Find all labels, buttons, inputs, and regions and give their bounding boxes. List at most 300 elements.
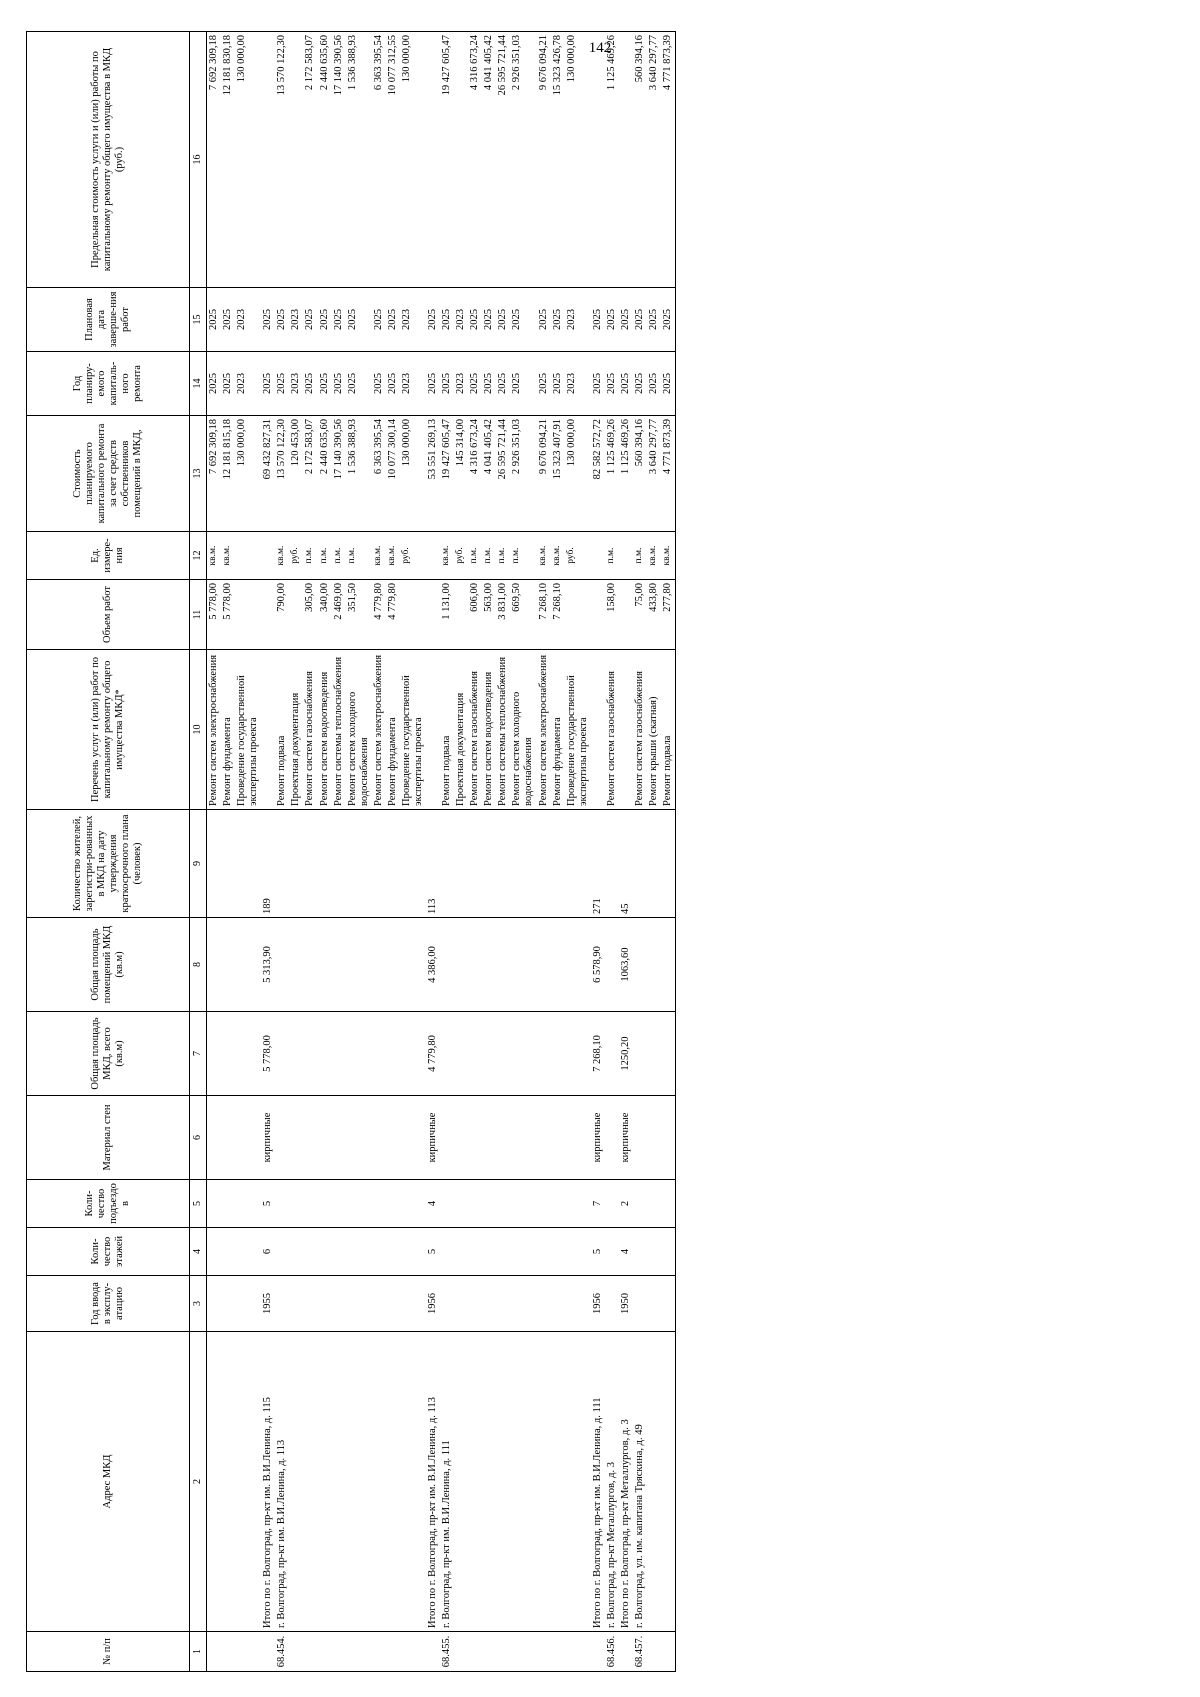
completion-year-cell: 2025 (386, 288, 400, 352)
wall-material-cell (551, 1096, 565, 1180)
work-volume-cell: 2 469,00 (332, 580, 346, 650)
work-type-cell: Ремонт подвала (661, 650, 676, 810)
unit-of-measure-cell: п.м. (605, 532, 619, 580)
work-type-cell: Проведение государственной экспертизы проекта (235, 650, 261, 810)
work-volume-cell: 7 268,10 (551, 580, 565, 650)
address-cell (454, 1332, 468, 1632)
row-number-cell (468, 1632, 482, 1672)
work-type-cell: Проведение государственной экспертизы проекта (400, 650, 426, 810)
work-volume-cell: 606,00 (468, 580, 482, 650)
work-volume-cell: 351,50 (346, 580, 372, 650)
premises-area-cell: 4 386,00 (426, 918, 440, 1012)
wall-material-cell (661, 1096, 676, 1180)
wall-material-cell (468, 1096, 482, 1180)
completion-year-cell: 2025 (207, 288, 222, 352)
work-type-cell: Ремонт систем газоснабжения (605, 650, 619, 810)
floors-count-cell (303, 1228, 317, 1276)
planned-year-cell: 2025 (619, 352, 633, 416)
planned-year-cell: 2025 (426, 352, 440, 416)
max-cost-cell: 12 181 830,18 (221, 32, 235, 288)
premises-area-cell (537, 918, 551, 1012)
table-row (633, 32, 647, 1672)
entrances-count-cell (318, 1180, 332, 1228)
residents-count-cell (303, 810, 317, 918)
completion-year-cell: 2023 (454, 288, 468, 352)
residents-count-cell (235, 810, 261, 918)
premises-area-cell (551, 918, 565, 1012)
residents-count-cell (332, 810, 346, 918)
work-type-cell: Ремонт систем газоснабжения (468, 650, 482, 810)
premises-area-cell (318, 918, 332, 1012)
table-row (386, 32, 400, 1672)
premises-area-cell (440, 918, 454, 1012)
work-type-cell: Ремонт систем водоотведения (318, 650, 332, 810)
table-row (221, 32, 235, 1672)
year-built-cell (551, 1276, 565, 1332)
wall-material-cell (510, 1096, 536, 1180)
row-number-cell (303, 1632, 317, 1672)
total-area-cell (551, 1012, 565, 1096)
planned-cost-cell: 53 551 269,13 (426, 416, 440, 532)
work-type-cell: Ремонт систем газоснабжения (303, 650, 317, 810)
work-volume-cell (619, 580, 633, 650)
year-built-cell (303, 1276, 317, 1332)
address-cell (400, 1332, 426, 1632)
residents-count-cell (605, 810, 619, 918)
address-cell (647, 1332, 661, 1632)
column-number: 5 (190, 1180, 207, 1228)
work-type-cell: Ремонт подвала (440, 650, 454, 810)
floors-count-cell (207, 1228, 222, 1276)
unit-of-measure-cell (426, 532, 440, 580)
column-header: Стоимость планируемого капитального ремонта за счет средств собственников помещений в МКД, (27, 416, 190, 532)
entrances-count-cell (633, 1180, 647, 1228)
address-cell (661, 1332, 676, 1632)
wall-material-cell: кирпичные (619, 1096, 633, 1180)
wall-material-cell: кирпичные (591, 1096, 605, 1180)
premises-area-cell (661, 918, 676, 1012)
column-number: 14 (190, 352, 207, 416)
completion-year-cell: 2025 (633, 288, 647, 352)
entrances-count-cell: 5 (261, 1180, 275, 1228)
total-area-cell (303, 1012, 317, 1096)
planned-cost-cell: 17 140 390,56 (332, 416, 346, 532)
column-header: Год ввода в эксплу-атацию (27, 1276, 190, 1332)
max-cost-cell: 13 570 122,30 (275, 32, 289, 288)
residents-count-cell (400, 810, 426, 918)
residents-count-cell (468, 810, 482, 918)
completion-year-cell: 2025 (275, 288, 289, 352)
max-cost-cell: 130 000,00 (235, 32, 261, 288)
floors-count-cell (551, 1228, 565, 1276)
premises-area-cell (372, 918, 386, 1012)
entrances-count-cell (372, 1180, 386, 1228)
row-number-cell (482, 1632, 496, 1672)
premises-area-cell (454, 918, 468, 1012)
residents-count-cell (633, 810, 647, 918)
completion-year-cell: 2025 (591, 288, 605, 352)
year-built-cell (332, 1276, 346, 1332)
planned-year-cell: 2025 (496, 352, 510, 416)
max-cost-cell: 9 676 094,21 (537, 32, 551, 288)
work-volume-cell (426, 580, 440, 650)
entrances-count-cell (605, 1180, 619, 1228)
planned-year-cell: 2023 (400, 352, 426, 416)
wall-material-cell (332, 1096, 346, 1180)
unit-of-measure-cell: руб. (289, 532, 303, 580)
wall-material-cell (289, 1096, 303, 1180)
table-row (318, 32, 332, 1672)
residents-count-cell (496, 810, 510, 918)
total-area-cell (386, 1012, 400, 1096)
floors-count-cell (496, 1228, 510, 1276)
row-number-cell (537, 1632, 551, 1672)
year-built-cell (289, 1276, 303, 1332)
planned-cost-cell: 4 041 405,42 (482, 416, 496, 532)
year-built-cell (468, 1276, 482, 1332)
wall-material-cell (454, 1096, 468, 1180)
max-cost-cell: 6 363 395,54 (372, 32, 386, 288)
completion-year-cell: 2025 (468, 288, 482, 352)
floors-count-cell (633, 1228, 647, 1276)
address-cell (332, 1332, 346, 1632)
unit-of-measure-cell: кв.м. (275, 532, 289, 580)
planned-year-cell: 2025 (318, 352, 332, 416)
column-header: Перечень услуг и (или) работ по капитальному ремонту общего имущества МКД* (27, 650, 190, 810)
year-built-cell (537, 1276, 551, 1332)
planned-cost-cell: 1 125 469,26 (619, 416, 633, 532)
residents-count-cell (454, 810, 468, 918)
address-cell (318, 1332, 332, 1632)
premises-area-cell: 5 313,90 (261, 918, 275, 1012)
column-header: Год планиру-емого капиталь-ного ремонта (27, 352, 190, 416)
residents-count-cell (510, 810, 536, 918)
column-header: Общая площадь помещений МКД (кв.м) (27, 918, 190, 1012)
planned-cost-cell: 69 432 827,31 (261, 416, 275, 532)
row-number-cell (332, 1632, 346, 1672)
table-row (468, 32, 482, 1672)
floors-count-cell: 5 (426, 1228, 440, 1276)
planned-cost-cell: 4 771 873,39 (661, 416, 676, 532)
completion-year-cell: 2025 (551, 288, 565, 352)
max-cost-cell: 4 771 873,39 (661, 32, 676, 288)
work-type-cell: Ремонт систем электроснабжения (207, 650, 222, 810)
total-area-cell (454, 1012, 468, 1096)
row-number-cell (591, 1632, 605, 1672)
table-row (440, 32, 454, 1672)
work-type-cell (619, 650, 633, 810)
premises-area-cell (386, 918, 400, 1012)
address-cell: Итого по г. Волгоград, пр-кт им. В.И.Ленина, д. 115 (261, 1332, 275, 1632)
floors-count-cell (537, 1228, 551, 1276)
unit-of-measure-cell: руб. (565, 532, 591, 580)
work-volume-cell: 75,00 (633, 580, 647, 650)
wall-material-cell: кирпичные (261, 1096, 275, 1180)
header-row (27, 32, 190, 1672)
year-built-cell: 1955 (261, 1276, 275, 1332)
floors-count-cell (510, 1228, 536, 1276)
work-volume-cell (591, 580, 605, 650)
planned-cost-cell: 6 363 395,54 (372, 416, 386, 532)
completion-year-cell: 2025 (303, 288, 317, 352)
planned-year-cell: 2025 (468, 352, 482, 416)
column-number: 9 (190, 810, 207, 918)
floors-count-cell (661, 1228, 676, 1276)
residents-count-cell (482, 810, 496, 918)
total-area-cell (332, 1012, 346, 1096)
row-number-cell (565, 1632, 591, 1672)
max-cost-cell: 4 041 405,42 (482, 32, 496, 288)
wall-material-cell (647, 1096, 661, 1180)
column-header: Плановая дата заверше-ния работ (27, 288, 190, 352)
planned-year-cell: 2025 (346, 352, 372, 416)
premises-area-cell (510, 918, 536, 1012)
planned-cost-cell: 19 427 605,47 (440, 416, 454, 532)
max-cost-cell: 4 316 673,24 (468, 32, 482, 288)
table-row (496, 32, 510, 1672)
row-number-cell (372, 1632, 386, 1672)
premises-area-cell (275, 918, 289, 1012)
premises-area-cell: 6 578,90 (591, 918, 605, 1012)
planned-cost-cell: 130 000,00 (400, 416, 426, 532)
work-volume-cell: 340,00 (318, 580, 332, 650)
planned-year-cell: 2025 (647, 352, 661, 416)
unit-of-measure-cell: кв.м. (207, 532, 222, 580)
work-volume-cell: 1 131,00 (440, 580, 454, 650)
entrances-count-cell: 7 (591, 1180, 605, 1228)
premises-area-cell (235, 918, 261, 1012)
work-type-cell: Ремонт систем водоотведения (482, 650, 496, 810)
planned-year-cell: 2025 (551, 352, 565, 416)
residents-count-cell: 271 (591, 810, 605, 918)
work-volume-cell: 669,50 (510, 580, 536, 650)
max-cost-cell: 1 125 469,26 (605, 32, 619, 288)
total-area-cell: 1250,20 (619, 1012, 633, 1096)
unit-of-measure-cell: кв.м. (372, 532, 386, 580)
table-row (454, 32, 468, 1672)
column-number: 7 (190, 1012, 207, 1096)
unit-of-measure-cell: руб. (400, 532, 426, 580)
unit-of-measure-cell: п.м. (482, 532, 496, 580)
total-area-cell (468, 1012, 482, 1096)
table-row (332, 32, 346, 1672)
column-number: 15 (190, 288, 207, 352)
work-volume-cell: 3 831,00 (496, 580, 510, 650)
row-number-cell (454, 1632, 468, 1672)
max-cost-cell: 1 536 388,93 (346, 32, 372, 288)
premises-area-cell (289, 918, 303, 1012)
max-cost-cell: 3 640 297,77 (647, 32, 661, 288)
year-built-cell (221, 1276, 235, 1332)
capital-repair-table (26, 31, 676, 1672)
column-number: 8 (190, 918, 207, 1012)
row-number-cell (426, 1632, 440, 1672)
max-cost-cell (454, 32, 468, 288)
planned-year-cell: 2025 (261, 352, 275, 416)
planned-cost-cell: 1 536 388,93 (346, 416, 372, 532)
floors-count-cell (221, 1228, 235, 1276)
work-type-cell: Ремонт крыши (скатная) (647, 650, 661, 810)
rotated-table-container (26, 32, 1166, 1672)
year-built-cell: 1956 (591, 1276, 605, 1332)
row-number-cell (207, 1632, 222, 1672)
unit-of-measure-cell: кв.м. (440, 532, 454, 580)
column-number: 11 (190, 580, 207, 650)
row-number-cell: 68.454. (275, 1632, 289, 1672)
planned-year-cell: 2025 (633, 352, 647, 416)
planned-year-cell: 2025 (440, 352, 454, 416)
residents-count-cell: 113 (426, 810, 440, 918)
residents-count-cell: 189 (261, 810, 275, 918)
residents-count-cell (207, 810, 222, 918)
max-cost-cell: 2 440 635,60 (318, 32, 332, 288)
entrances-count-cell (289, 1180, 303, 1228)
residents-count-cell (318, 810, 332, 918)
total-area-cell (440, 1012, 454, 1096)
work-volume-cell: 7 268,10 (537, 580, 551, 650)
entrances-count-cell (207, 1180, 222, 1228)
row-number-cell: 68.456. (605, 1632, 619, 1672)
floors-count-cell: 4 (619, 1228, 633, 1276)
premises-area-cell (400, 918, 426, 1012)
total-row (591, 32, 605, 1672)
work-type-cell: Проектная документация (289, 650, 303, 810)
row-number-cell (318, 1632, 332, 1672)
year-built-cell (275, 1276, 289, 1332)
address-cell (468, 1332, 482, 1632)
row-number-cell (400, 1632, 426, 1672)
page-number: 142 (588, 40, 612, 56)
planned-year-cell: 2025 (591, 352, 605, 416)
table-row (482, 32, 496, 1672)
premises-area-cell (303, 918, 317, 1012)
wall-material-cell (440, 1096, 454, 1180)
column-number-row (190, 32, 207, 1672)
address-cell (221, 1332, 235, 1632)
completion-year-cell: 2025 (647, 288, 661, 352)
row-number-cell (647, 1632, 661, 1672)
planned-cost-cell: 2 926 351,03 (510, 416, 536, 532)
floors-count-cell (235, 1228, 261, 1276)
residents-count-cell (275, 810, 289, 918)
residents-count-cell (221, 810, 235, 918)
year-built-cell (482, 1276, 496, 1332)
total-area-cell: 5 778,00 (261, 1012, 275, 1096)
completion-year-cell: 2025 (496, 288, 510, 352)
completion-year-cell: 2023 (565, 288, 591, 352)
address-cell: г. Волгоград, ул. им. капитана Тряскина, д. 49 (633, 1332, 647, 1632)
wall-material-cell (303, 1096, 317, 1180)
premises-area-cell (221, 918, 235, 1012)
planned-year-cell: 2025 (510, 352, 536, 416)
row-number-cell (661, 1632, 676, 1672)
completion-year-cell: 2025 (482, 288, 496, 352)
completion-year-cell: 2025 (440, 288, 454, 352)
table-row (661, 32, 676, 1672)
column-header: Объем работ (27, 580, 190, 650)
address-cell (510, 1332, 536, 1632)
total-area-cell (605, 1012, 619, 1096)
total-area-cell (496, 1012, 510, 1096)
planned-cost-cell: 9 676 094,21 (537, 416, 551, 532)
work-type-cell (426, 650, 440, 810)
max-cost-cell: 17 140 390,56 (332, 32, 346, 288)
completion-year-cell: 2023 (400, 288, 426, 352)
wall-material-cell (346, 1096, 372, 1180)
row-number-cell: 68.455. (440, 1632, 454, 1672)
total-area-cell: 7 268,10 (591, 1012, 605, 1096)
entrances-count-cell (332, 1180, 346, 1228)
address-cell: г. Волгоград, пр-кт им. В.И.Ленина, д. 113 (275, 1332, 289, 1632)
year-built-cell: 1956 (426, 1276, 440, 1332)
planned-year-cell: 2025 (207, 352, 222, 416)
unit-of-measure-cell: п.м. (633, 532, 647, 580)
table-row (372, 32, 386, 1672)
planned-year-cell: 2023 (235, 352, 261, 416)
column-number: 13 (190, 416, 207, 532)
year-built-cell (400, 1276, 426, 1332)
row-number-cell (261, 1632, 275, 1672)
completion-year-cell: 2025 (426, 288, 440, 352)
year-built-cell (565, 1276, 591, 1332)
column-number: 10 (190, 650, 207, 810)
unit-of-measure-cell: п.м. (496, 532, 510, 580)
year-built-cell (633, 1276, 647, 1332)
floors-count-cell: 6 (261, 1228, 275, 1276)
table-row (605, 32, 619, 1672)
column-number: 1 (190, 1632, 207, 1672)
entrances-count-cell (551, 1180, 565, 1228)
year-built-cell (207, 1276, 222, 1332)
column-number: 3 (190, 1276, 207, 1332)
planned-cost-cell: 2 440 635,60 (318, 416, 332, 532)
entrances-count-cell (482, 1180, 496, 1228)
work-type-cell: Ремонт систем электроснабжения (372, 650, 386, 810)
table-row (235, 32, 261, 1672)
column-number: 4 (190, 1228, 207, 1276)
entrances-count-cell (537, 1180, 551, 1228)
wall-material-cell (605, 1096, 619, 1180)
work-volume-cell: 305,00 (303, 580, 317, 650)
planned-cost-cell: 7 692 309,18 (207, 416, 222, 532)
work-volume-cell (400, 580, 426, 650)
completion-year-cell: 2025 (537, 288, 551, 352)
column-number: 12 (190, 532, 207, 580)
work-volume-cell: 5 778,00 (221, 580, 235, 650)
floors-count-cell (454, 1228, 468, 1276)
column-header: Количество жителей, зарегистри-рованных в МКД на дату утверждения краткосрочного плана (человек) (27, 810, 190, 918)
completion-year-cell: 2025 (661, 288, 676, 352)
year-built-cell (510, 1276, 536, 1332)
max-cost-cell (426, 32, 440, 288)
work-volume-cell (235, 580, 261, 650)
residents-count-cell (661, 810, 676, 918)
unit-of-measure-cell (591, 532, 605, 580)
column-header: Материал стен (27, 1096, 190, 1180)
column-header: № п/п (27, 1632, 190, 1672)
max-cost-cell: 560 394,16 (633, 32, 647, 288)
work-type-cell: Ремонт фундамента (386, 650, 400, 810)
table-row (303, 32, 317, 1672)
wall-material-cell (235, 1096, 261, 1180)
column-header: Предельная стоимость услуги и (или) работы по капитальному ремонту общего имущества в МКД (руб.) (27, 32, 190, 288)
unit-of-measure-cell: п.м. (346, 532, 372, 580)
unit-of-measure-cell: п.м. (303, 532, 317, 580)
entrances-count-cell (647, 1180, 661, 1228)
premises-area-cell (468, 918, 482, 1012)
table-row (510, 32, 536, 1672)
entrances-count-cell (346, 1180, 372, 1228)
